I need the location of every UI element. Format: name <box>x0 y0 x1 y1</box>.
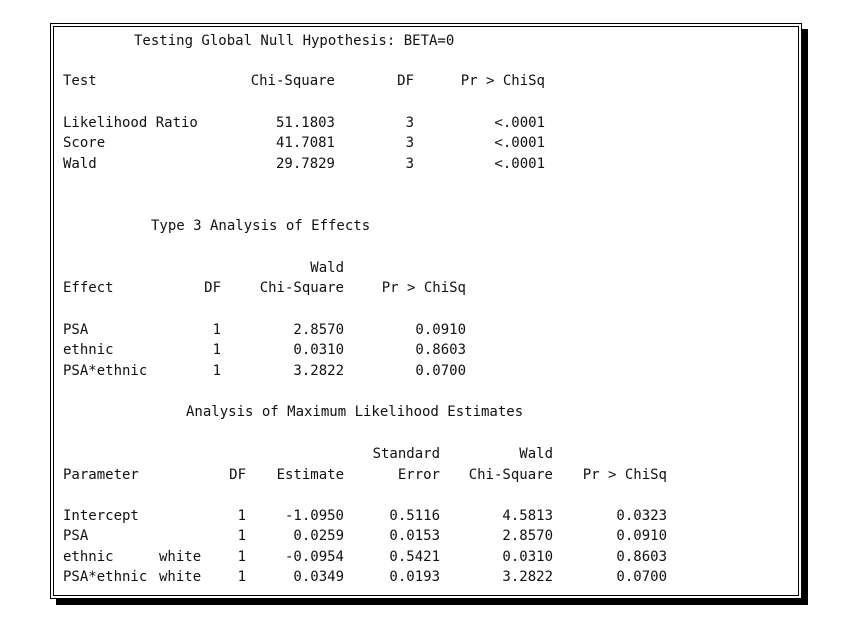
global-null-row-chisq: 51.1803 <box>275 115 335 131</box>
mle-row-level: white <box>159 549 202 565</box>
global-null-row-test: Wald <box>63 156 97 172</box>
mle-header-parameter: Parameter <box>63 467 139 483</box>
type3-row-p: 0.0910 <box>415 322 466 338</box>
type3-row-effect: PSA*ethnic <box>63 363 148 379</box>
type3-row-chisq: 2.8570 <box>293 322 344 338</box>
type3-row-p: 0.0700 <box>415 363 466 379</box>
mle-header-error: Error <box>397 467 440 483</box>
mle-row-df: 1 <box>237 569 246 585</box>
type3-row-effect: PSA <box>63 322 89 338</box>
mle-row-parameter: ethnic <box>63 549 114 565</box>
mle-row-chisq: 2.8570 <box>502 528 553 544</box>
mle-row-p: 0.0323 <box>616 508 667 524</box>
type3-header-effect: Effect <box>63 280 114 296</box>
mle-row-p: 0.0910 <box>616 528 667 544</box>
global-null-row-p: <.0001 <box>494 115 545 131</box>
type3-row-p: 0.8603 <box>415 342 466 358</box>
global-null-row-p: <.0001 <box>494 156 545 172</box>
global-null-row-chisq: 29.7829 <box>275 156 335 172</box>
mle-row-se: 0.0153 <box>389 528 440 544</box>
mle-row-se: 0.5421 <box>389 549 440 565</box>
mle-title: Analysis of Maximum Likelihood Estimates <box>186 404 524 420</box>
type3-header-chisq: Chi-Square <box>259 280 344 296</box>
mle-header-standard: Standard <box>372 446 440 462</box>
type3-row-df: 1 <box>212 322 221 338</box>
global-null-header-test: Test <box>63 73 97 89</box>
mle-row-estimate: -0.0954 <box>284 549 344 565</box>
global-null-row-p: <.0001 <box>494 135 545 151</box>
global-null-row-df: 3 <box>405 156 414 172</box>
mle-header-chisq: Chi-Square <box>468 467 553 483</box>
mle-row-estimate: 0.0349 <box>293 569 344 585</box>
mle-row-parameter: Intercept <box>63 508 139 524</box>
mle-row-df: 1 <box>237 549 246 565</box>
global-null-row-test: Likelihood Ratio <box>63 115 198 131</box>
mle-header-df: DF <box>229 467 246 483</box>
type3-header-wald: Wald <box>310 260 344 276</box>
type3-row-df: 1 <box>212 342 221 358</box>
global-null-header-df: DF <box>397 73 414 89</box>
mle-header-p: Pr > ChiSq <box>582 467 667 483</box>
global-null-title: Testing Global Null Hypothesis: BETA=0 <box>134 33 455 49</box>
mle-row-p: 0.0700 <box>616 569 667 585</box>
mle-row-estimate: -1.0950 <box>284 508 344 524</box>
mle-header-estimate: Estimate <box>276 467 344 483</box>
mle-row-level: white <box>159 569 202 585</box>
mle-header-wald: Wald <box>519 446 553 462</box>
type3-row-chisq: 3.2822 <box>293 363 344 379</box>
global-null-row-df: 3 <box>405 135 414 151</box>
mle-row-chisq: 3.2822 <box>502 569 553 585</box>
mle-row-estimate: 0.0259 <box>293 528 344 544</box>
type3-row-effect: ethnic <box>63 342 114 358</box>
type3-title: Type 3 Analysis of Effects <box>151 218 371 234</box>
type3-row-chisq: 0.0310 <box>293 342 344 358</box>
global-null-row-df: 3 <box>405 115 414 131</box>
global-null-header-p: Pr > ChiSq <box>460 73 545 89</box>
type3-row-df: 1 <box>212 363 221 379</box>
mle-row-parameter: PSA*ethnic <box>63 569 148 585</box>
mle-row-df: 1 <box>237 528 246 544</box>
mle-row-chisq: 0.0310 <box>502 549 553 565</box>
global-null-header-chisq: Chi-Square <box>250 73 335 89</box>
mle-row-p: 0.8603 <box>616 549 667 565</box>
global-null-row-chisq: 41.7081 <box>275 135 335 151</box>
mle-row-se: 0.5116 <box>389 508 440 524</box>
global-null-row-test: Score <box>63 135 106 151</box>
type3-header-p: Pr > ChiSq <box>381 280 466 296</box>
mle-row-chisq: 4.5813 <box>502 508 553 524</box>
mle-row-df: 1 <box>237 508 246 524</box>
type3-header-df: DF <box>204 280 221 296</box>
mle-row-se: 0.0193 <box>389 569 440 585</box>
mle-row-parameter: PSA <box>63 528 89 544</box>
